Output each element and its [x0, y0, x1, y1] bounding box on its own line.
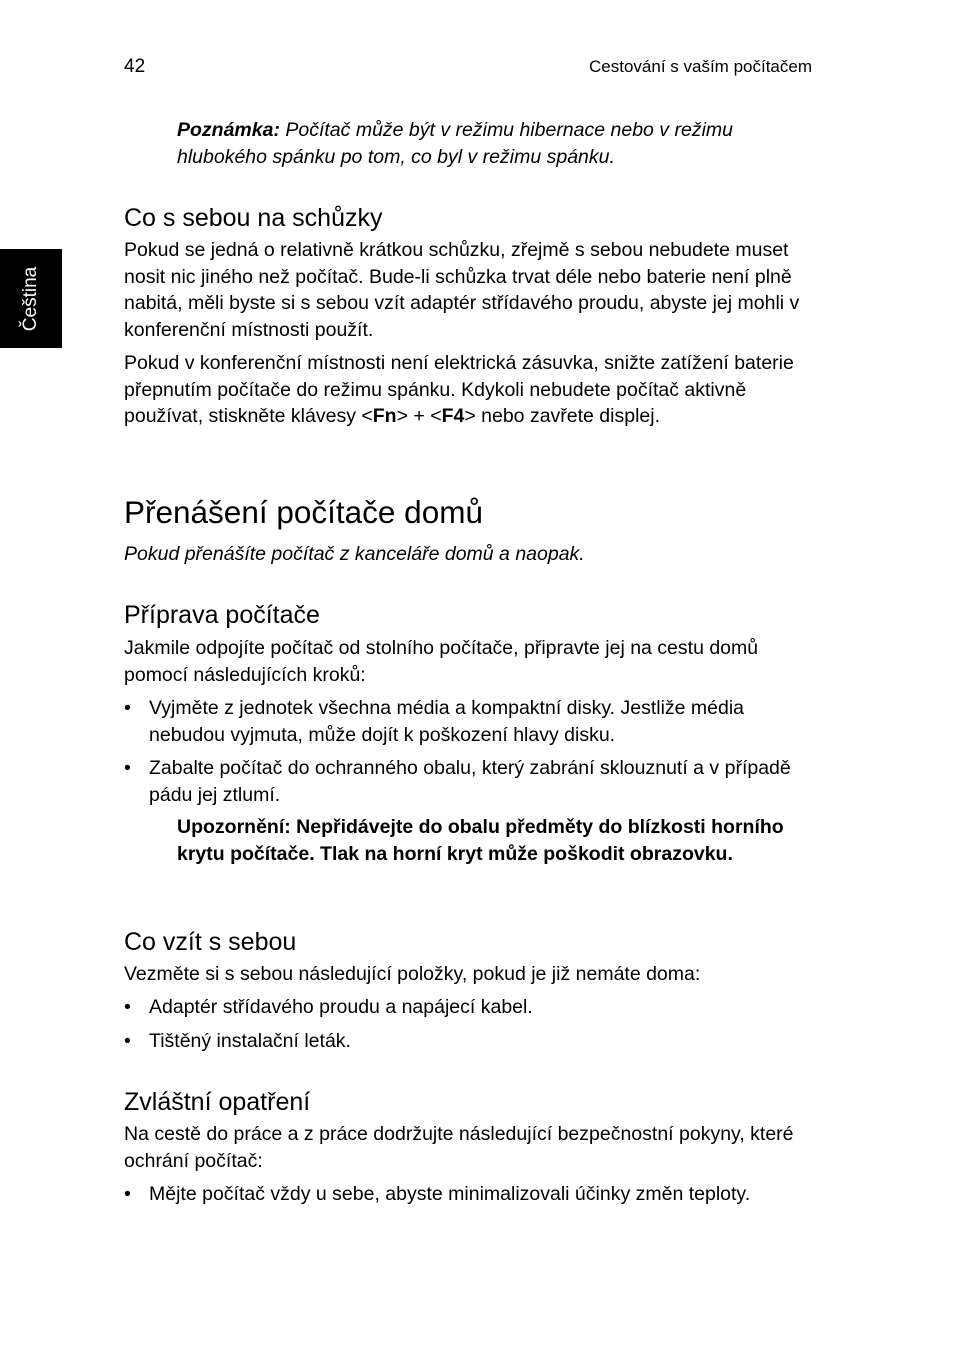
- list-item-text: Tištěný instalační leták.: [149, 1029, 351, 1052]
- list-item: [124, 1181, 824, 1208]
- meetings-text-c: > nebo zavřete displej.: [464, 405, 661, 427]
- list-item: [124, 1028, 824, 1055]
- note-label: Poznámka:: [177, 119, 280, 141]
- meetings-paragraph-1: Pokud se jedná o relativně krátkou schůzku, zřejmě s sebou nebudete muset nosit nic jiného než počítač. Bude-li schůzka trvat déle nebo baterie není plně nabitá, měli byste si s sebou vzít adaptér střídavého proudu, abyste jej mohli v konferenční místnosti použít.: [124, 239, 800, 341]
- bullet-glyph: •: [124, 996, 131, 1018]
- prepare-list: [124, 695, 824, 808]
- list-item: [124, 695, 824, 748]
- section-heading-special: Zvláštní opatření: [124, 1088, 311, 1116]
- special-list: [124, 1181, 824, 1208]
- section-heading-prepare: Příprava počítače: [124, 601, 320, 629]
- language-tab-label: Čeština: [20, 266, 41, 331]
- chapter-subtitle: Pokud přenášíte počítač z kanceláře domů a naopak.: [124, 543, 585, 565]
- meetings-text-a: Pokud v konferenční místnosti není elektrická zásuvka, snižte zatížení baterie přepnutím počítače do režimu spánku. Kdykoli nebudete počítač aktivně používat, stiskněte klávesy <: [124, 352, 794, 427]
- list-item-text: Adaptér střídavého proudu a napájecí kabel.: [149, 996, 533, 1018]
- bullet-glyph: •: [124, 697, 131, 719]
- prepare-intro: Jakmile odpojíte počítač od stolního počítače, připravte jej na cestu domů pomocí následujících kroků:: [124, 637, 759, 686]
- bullet-glyph: •: [124, 1029, 131, 1052]
- warning-paragraph: Upozornění: Nepřidávejte do obalu předměty do blízkosti horního krytu počítače. Tlak na horní kryt může poškodit obrazovku.: [177, 816, 784, 865]
- bullet-glyph: •: [124, 1183, 131, 1205]
- list-item-text: Mějte počítač vždy u sebe, abyste minimalizovali účinky změn teploty.: [149, 1183, 751, 1205]
- chapter-title-home: Přenášení počítače domů: [124, 494, 483, 530]
- meetings-paragraph-2: [124, 350, 824, 430]
- section-heading-take: Co vzít s sebou: [124, 928, 297, 956]
- note-text: Počítač může být v režimu hibernace nebo v režimu hlubokého spánku po tom, co byl v režimu spánku.: [177, 119, 733, 168]
- take-intro: Vezměte si s sebou následující položky, pokud je již nemáte doma:: [124, 963, 701, 985]
- take-list: [124, 994, 824, 1054]
- section-heading-meetings: Co s sebou na schůzky: [124, 204, 383, 232]
- bullet-glyph: •: [124, 757, 131, 779]
- special-intro: Na cestě do práce a z práce dodržujte následující bezpečnostní pokyny, které ochrání počítač:: [124, 1123, 794, 1172]
- meetings-text-b: > + <: [396, 405, 442, 427]
- list-item-text: Vyjměte z jednotek všechna média a kompaktní disky. Jestliže média nebudou vyjmuta, může dojít k poškození hlavy disku.: [149, 697, 745, 746]
- list-item: [124, 994, 824, 1021]
- page-number: 42: [124, 56, 146, 77]
- list-item-text: Zabalte počítač do ochranného obalu, který zabrání sklouznutí a v případě pádu jej ztlumí.: [149, 757, 791, 806]
- running-header: Cestování s vaším počítačem: [589, 57, 812, 76]
- list-item: [124, 755, 824, 808]
- key-fn: Fn: [372, 405, 397, 427]
- language-tab: [0, 249, 62, 348]
- note-paragraph: [177, 117, 824, 170]
- key-f4: F4: [441, 405, 465, 427]
